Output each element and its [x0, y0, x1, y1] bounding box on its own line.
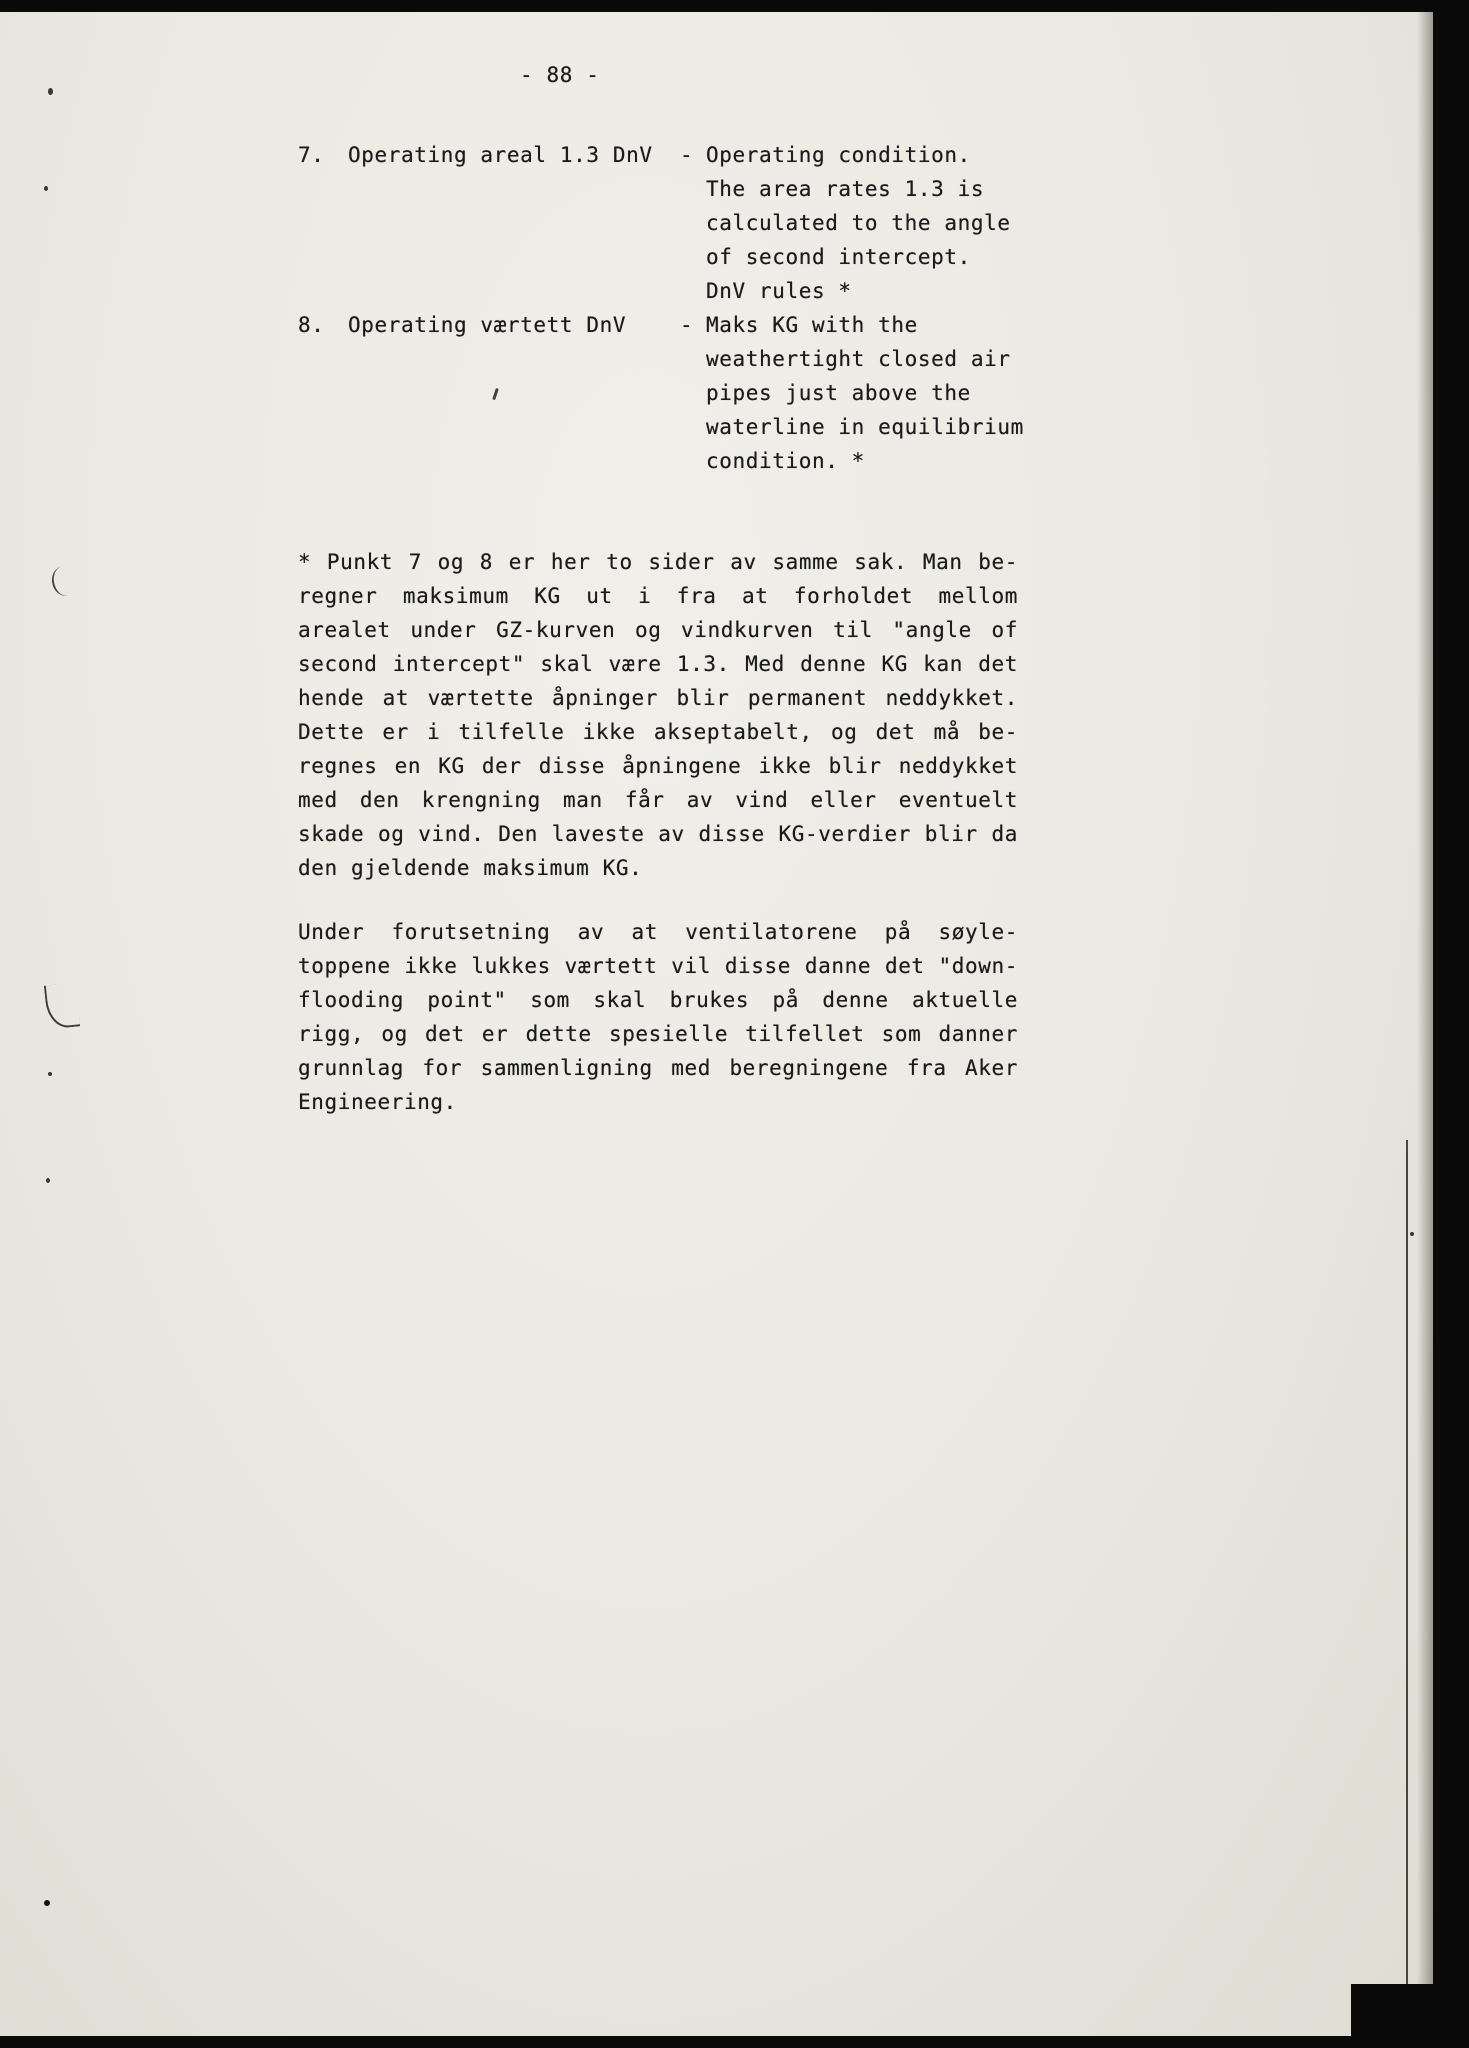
list-item-definition [680, 138, 1011, 308]
definition-line: The area rates 1.3 is [706, 177, 985, 201]
document-page [0, 12, 1433, 2036]
definition-line: Operating condition. [706, 143, 971, 167]
definition-line: of second intercept. [706, 245, 971, 269]
definition-line: weathertight closed air [706, 347, 1011, 371]
paragraph-line: rigg, og det er dette spesielle tilfellet som danner [298, 1022, 1018, 1046]
paragraph-line: regner maksimum KG ut i fra at forholdet mellom [298, 584, 1018, 608]
definition-line: DnV rules * [706, 279, 852, 303]
paragraph-line: toppene ikke lukkes værtett vil disse danne det "down- [298, 954, 1018, 978]
definition-line: waterline in equilibrium [706, 415, 1024, 439]
body-paragraph [298, 915, 1018, 1119]
list-item-number: 8. [298, 313, 325, 337]
paragraph-line: hende at værtette åpninger blir permanent neddykket. [298, 686, 1018, 710]
paragraph-line: Dette er i tilfelle ikke akseptabelt, og det må be- [298, 720, 1018, 744]
definition-line: pipes just above the [706, 381, 971, 405]
list-item-term: Operating værtett DnV [348, 313, 627, 337]
definition-line: calculated to the angle [706, 211, 1011, 235]
paragraph-line: Under forutsetning av at ventilatorene på søyle- [298, 920, 1018, 944]
paragraph-line: Engineering. [298, 1090, 457, 1114]
list-item-7 [298, 138, 1078, 308]
page-number: - 88 - [520, 63, 600, 87]
paragraph-line: * Punkt 7 og 8 er her to sider av samme sak. Man be- [298, 550, 1018, 574]
definition-line: condition. * [706, 449, 865, 473]
paragraph-line: grunnlag for sammenligning med beregningene fra Aker [298, 1056, 1018, 1080]
paragraph-line: second intercept" skal være 1.3. Med denne KG kan det [298, 652, 1018, 676]
list-item-number: 7. [298, 143, 325, 167]
footnote-paragraph [298, 545, 1018, 885]
paragraph-line: regnes en KG der disse åpningene ikke blir neddykket [298, 754, 1018, 778]
paragraph-line: den gjeldende maksimum KG. [298, 856, 643, 880]
definition-list [298, 138, 1078, 478]
paragraph-line: skade og vind. Den laveste av disse KG-verdier blir da [298, 822, 1018, 846]
definition-dash: - [680, 313, 694, 337]
paragraph-line: flooding point" som skal brukes på denne aktuelle [298, 988, 1018, 1012]
definition-line: Maks KG with the [706, 313, 918, 337]
list-item-8 [298, 308, 1078, 478]
paragraph-line: arealet under GZ-kurven og vindkurven til "angle of [298, 618, 1018, 642]
list-item-term: Operating areal 1.3 DnV [348, 143, 653, 167]
paragraph-line: med den krengning man får av vind eller eventuelt [298, 788, 1018, 812]
list-item-definition [680, 308, 1024, 478]
definition-dash: - [680, 143, 694, 167]
